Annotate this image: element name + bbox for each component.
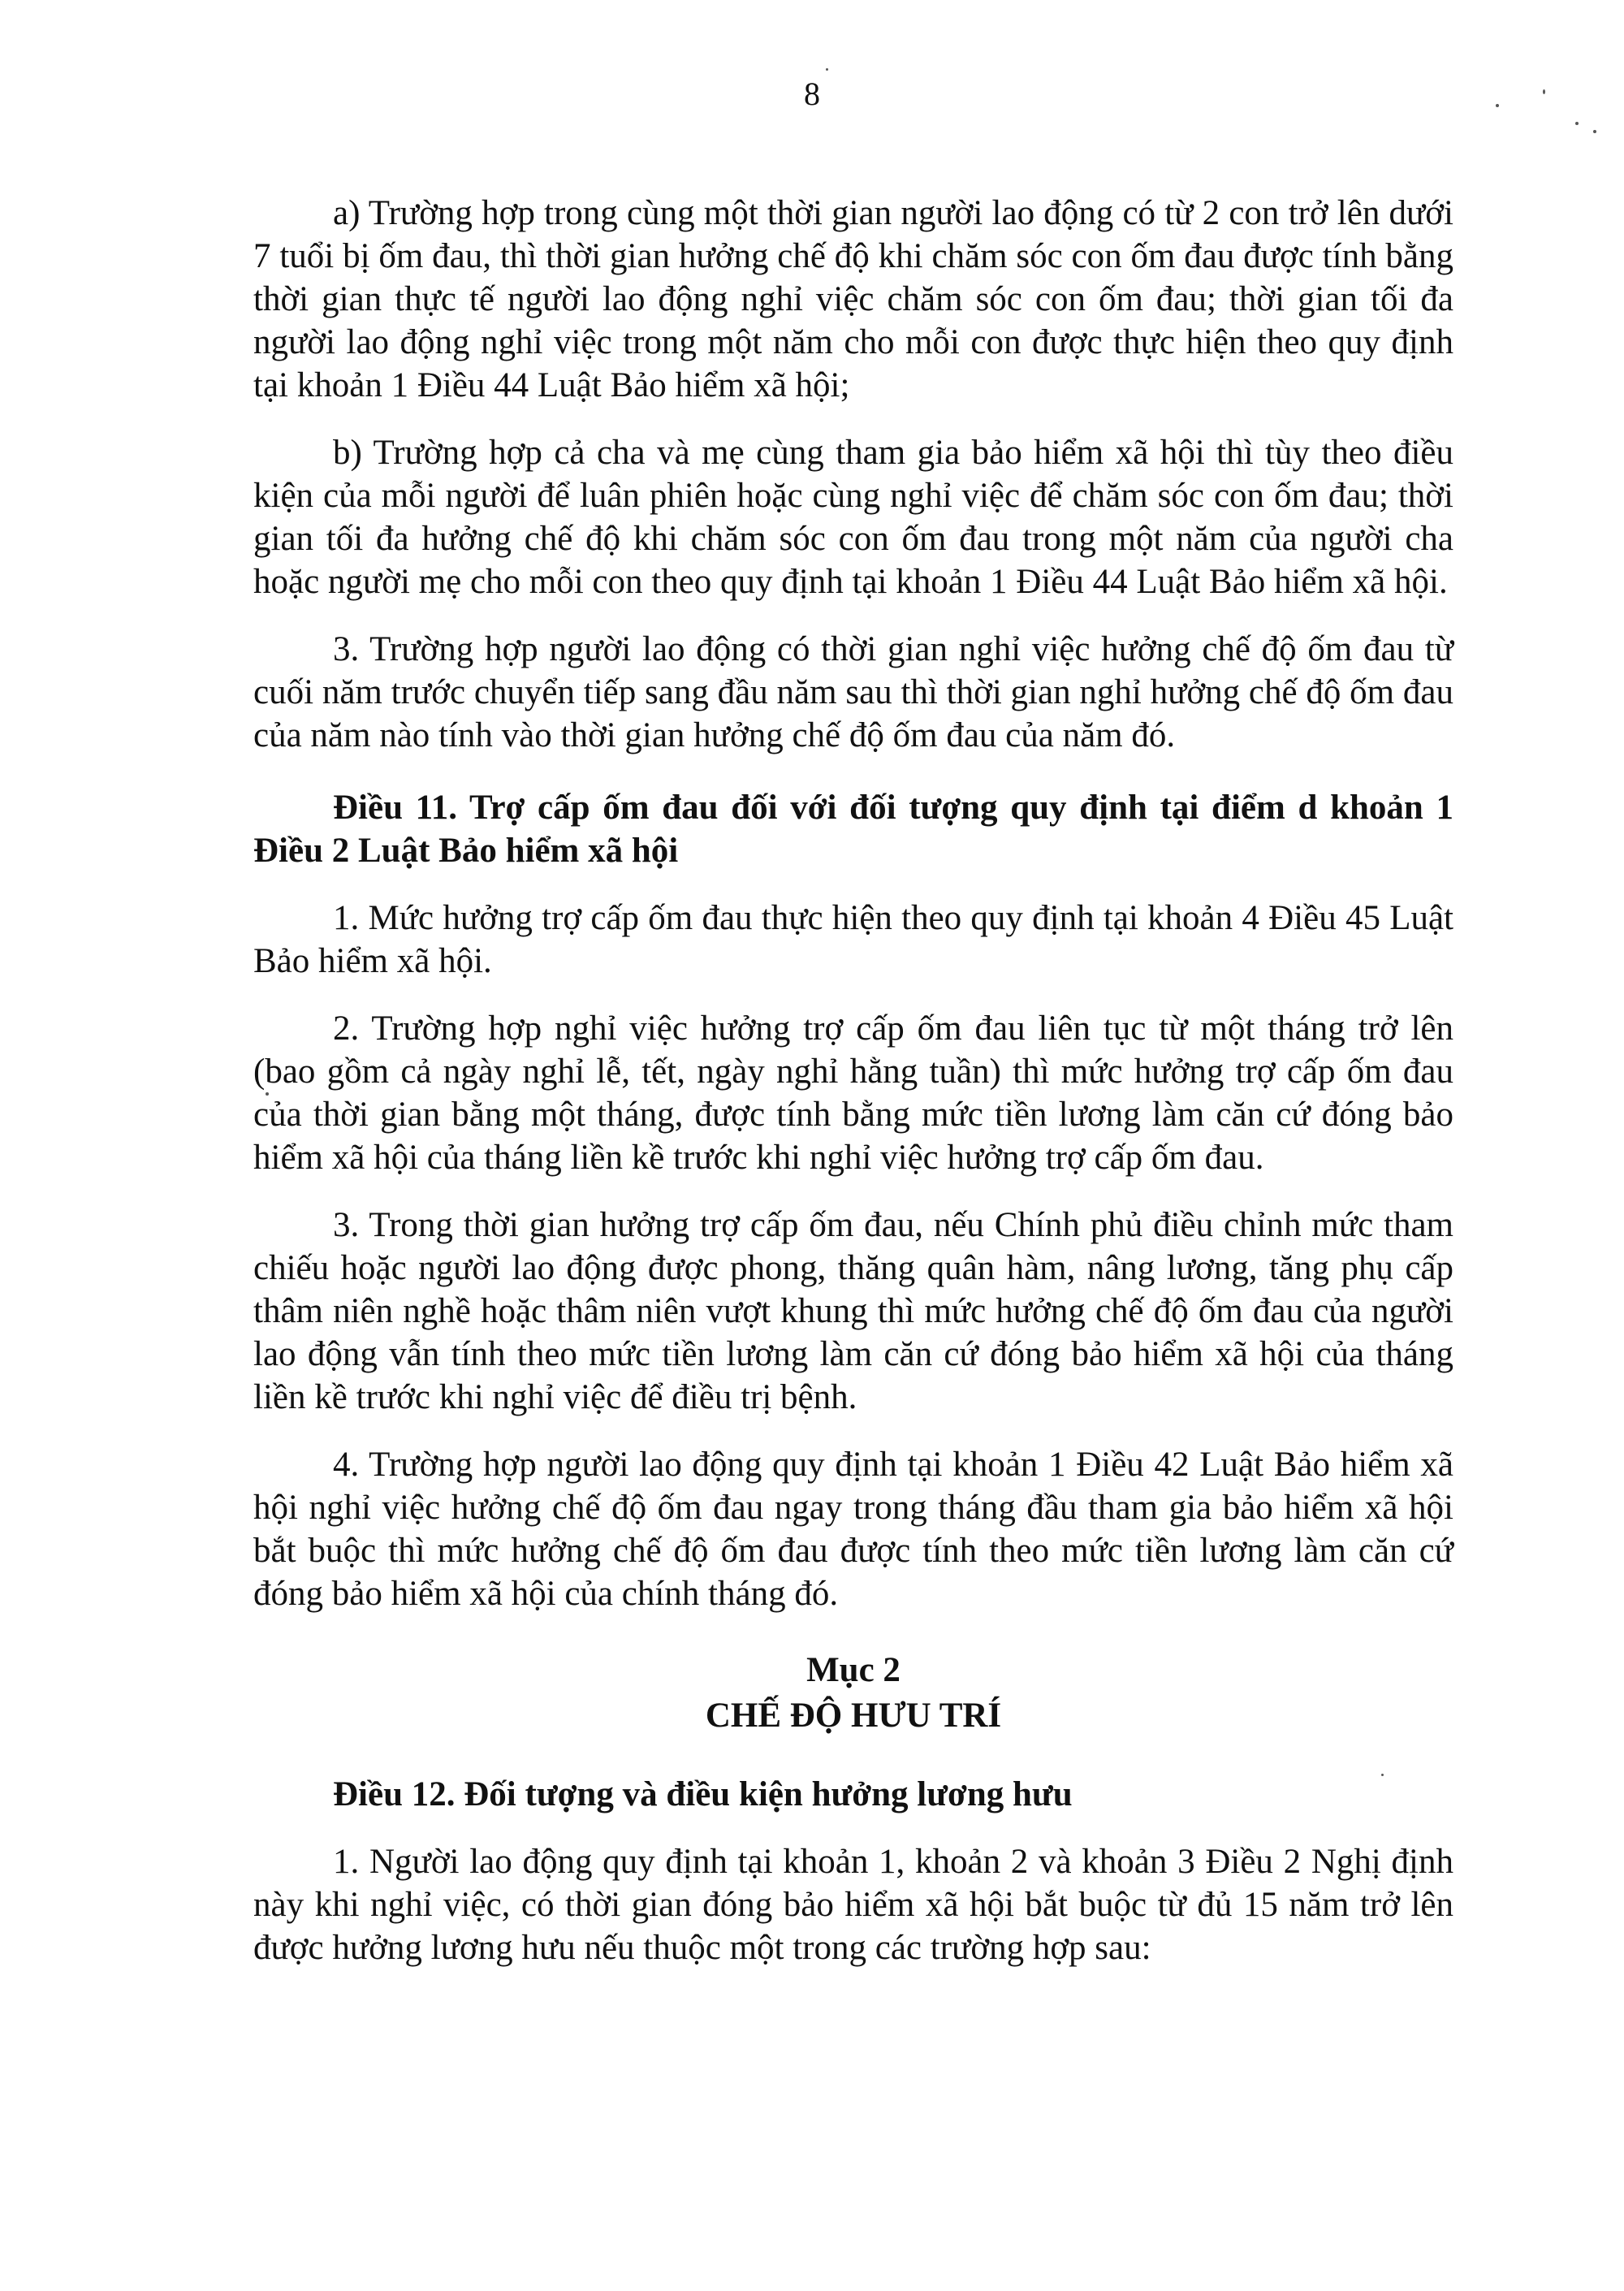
scan-speck bbox=[1575, 122, 1579, 125]
scan-speck bbox=[1543, 89, 1545, 94]
scan-speck bbox=[1593, 130, 1596, 133]
section-heading bbox=[253, 1648, 1453, 1739]
article-11-clause-1: 1. Mức hưởng trợ cấp ốm đau thực hiện theo quy định tại khoản 4 Điều 45 Luật Bảo hiểm xã hội. bbox=[253, 899, 1453, 980]
article-11-clause-4: 4. Trường hợp người lao động quy định tại khoản 1 Điều 42 Luật Bảo hiểm xã hội nghỉ việc hưởng chế độ ốm đau ngay trong tháng đầu tham gia bảo hiểm xã hội bắt buộc thì mức hưởng chế độ ốm đau được tính theo mức tiền lương làm căn cứ đóng bảo hiểm xã hội của chính tháng đó. bbox=[253, 1446, 1453, 1613]
scan-speck bbox=[826, 68, 828, 71]
page-number: 8 bbox=[804, 76, 820, 112]
paragraph-clause-3: 3. Trường hợp người lao động có thời gian nghỉ việc hưởng chế độ ốm đau từ cuối năm trước chuyển tiếp sang đầu năm sau thì thời gian nghỉ hưởng chế độ ốm đau của năm nào tính vào thời gian hưởng chế độ ốm đau của năm đó. bbox=[253, 630, 1453, 754]
article-11-clause-2: 2. Trường hợp nghỉ việc hưởng trợ cấp ốm đau liên tục từ một tháng trở lên (bao gồm cả ngày nghỉ lễ, tết, ngày nghỉ hằng tuần) thì mức hưởng trợ cấp ốm đau của thời gian bằng một tháng, được tính bằng mức tiền lương làm căn cứ đóng bảo hiểm xã hội của tháng liền kề trước khi nghỉ việc hưởng trợ cấp ốm đau. bbox=[253, 1009, 1453, 1177]
article-12-heading: Điều 12. Đối tượng và điều kiện hưởng lương hưu bbox=[333, 1775, 1073, 1813]
section-label: Mục 2 bbox=[806, 1651, 901, 1689]
article-11-clause-3: 3. Trong thời gian hưởng trợ cấp ốm đau, nếu Chính phủ điều chỉnh mức tham chiếu hoặc người lao động được phong, thăng quân hàm, nâng lương, tăng phụ cấp thâm niên nghề hoặc thâm niên vượt khung thì mức hưởng chế độ ốm đau của người lao động vẫn tính theo mức tiền lương làm căn cứ đóng bảo hiểm xã hội của tháng liền kề trước khi nghỉ việc để điều trị bệnh. bbox=[253, 1206, 1453, 1416]
paragraph-point-b: b) Trường hợp cả cha và mẹ cùng tham gia bảo hiểm xã hội thì tùy theo điều kiện của mỗi người để luân phiên hoặc cùng nghỉ việc để chăm sóc con ốm đau; thời gian tối đa hưởng chế độ khi chăm sóc con ốm đau trong một năm của người cha hoặc người mẹ cho mỗi con theo quy định tại khoản 1 Điều 44 Luật Bảo hiểm xã hội. bbox=[253, 434, 1453, 601]
paragraph-point-a: a) Trường hợp trong cùng một thời gian người lao động có từ 2 con trở lên dưới 7 tuổi bị ốm đau, thì thời gian hưởng chế độ khi chăm sóc con ốm đau được tính bằng thời gian thực tế người lao động nghỉ việc chăm sóc con ốm đau; thời gian tối đa người lao động nghỉ việc trong một năm cho mỗi con được thực hiện theo quy định tại khoản 1 Điều 44 Luật Bảo hiểm xã hội; bbox=[253, 194, 1453, 404]
article-11-heading: Điều 11. Trợ cấp ốm đau đối với đối tượng quy định tại điểm d khoản 1 Điều 2 Luật Bảo hiểm xã hội bbox=[253, 789, 1453, 870]
scan-speck bbox=[266, 1092, 269, 1096]
article-12-clause-1: 1. Người lao động quy định tại khoản 1, khoản 2 và khoản 3 Điều 2 Nghị định này khi nghỉ việc, có thời gian đóng bảo hiểm xã hội bắt buộc từ đủ 15 năm trở lên được hưởng lương hưu nếu thuộc một trong các trường hợp sau: bbox=[253, 1843, 1453, 1967]
scan-speck bbox=[1496, 104, 1499, 107]
section-title: CHẾ ĐỘ HƯU TRÍ bbox=[705, 1697, 1002, 1735]
scan-speck bbox=[1381, 1774, 1384, 1776]
document-body bbox=[253, 192, 1453, 1994]
